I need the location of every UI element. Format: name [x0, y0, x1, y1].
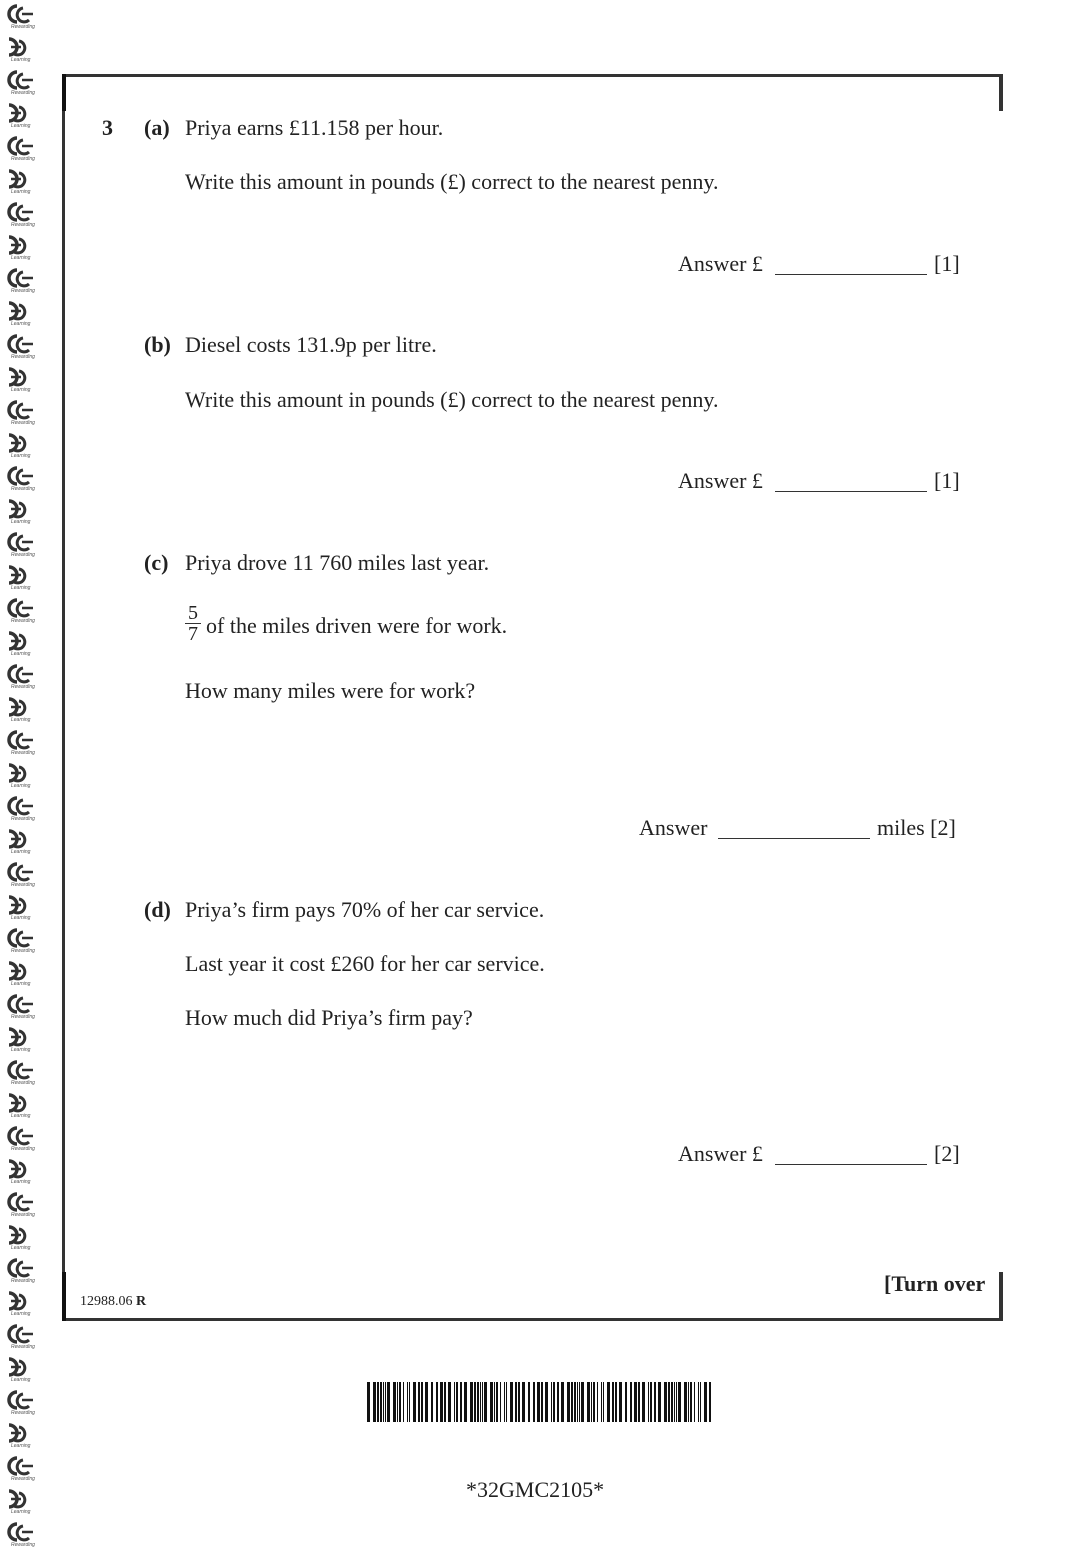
- logo-tagline: Rewarding: [11, 1344, 35, 1350]
- logo-tagline: Rewarding: [11, 222, 35, 228]
- logo-tagline: Learning: [11, 321, 31, 327]
- part-b-answer-line[interactable]: [775, 491, 927, 492]
- ccea-logo-icon: [3, 332, 39, 362]
- fraction-numerator: 5: [188, 602, 198, 624]
- logo-tagline: Rewarding: [11, 90, 35, 96]
- paper-code-suffix: R: [136, 1294, 147, 1309]
- ccea-logo-icon: [3, 134, 39, 164]
- ccea-logo-icon: [3, 1025, 39, 1055]
- ccea-logo-icon: [3, 992, 39, 1022]
- logo-tagline: Rewarding: [11, 1476, 35, 1482]
- part-b-answer-label: Answer £: [678, 468, 763, 493]
- frame-left-bottom-corner: [62, 1272, 66, 1321]
- ccea-logo-icon: [3, 35, 39, 65]
- logo-tagline: Learning: [11, 519, 31, 525]
- logo-tagline: Learning: [11, 981, 31, 987]
- logo-tagline: Learning: [11, 717, 31, 723]
- fraction-denominator: 7: [188, 623, 198, 645]
- ccea-logo-icon: [3, 629, 39, 659]
- part-c-question: How many miles were for work?: [185, 678, 476, 703]
- part-d-marks: [2]: [934, 1141, 960, 1166]
- ccea-logo-icon: [3, 365, 39, 395]
- logo-tagline: Rewarding: [11, 1212, 35, 1218]
- ccea-logo-icon: [3, 266, 39, 296]
- ccea-logo-icon: [3, 563, 39, 593]
- ccea-logo-icon: [3, 1091, 39, 1121]
- ccea-logo-icon: [3, 1355, 39, 1385]
- logo-tagline: Rewarding: [11, 1278, 35, 1284]
- part-a-marks: [1]: [934, 251, 960, 276]
- ccea-logo-icon: [3, 695, 39, 725]
- ccea-logo-icon: [3, 1388, 39, 1418]
- ccea-logo-icon: [3, 464, 39, 494]
- frame-left-border: [62, 74, 65, 1321]
- part-d-cost: Last year it cost £260 for her car service.: [185, 951, 545, 976]
- part-c-statement: Priya drove 11 760 miles last year.: [185, 550, 490, 575]
- ccea-logo-icon: [3, 1190, 39, 1220]
- part-c-fraction-text: of the miles driven were for work.: [206, 613, 508, 638]
- logo-tagline: Learning: [11, 849, 31, 855]
- logo-tagline: Rewarding: [11, 156, 35, 162]
- part-b-marks: [1]: [934, 468, 960, 493]
- frame-top-border: [62, 74, 1003, 77]
- logo-tagline: Learning: [11, 1113, 31, 1119]
- ccea-logo-icon: [3, 926, 39, 956]
- logo-tagline: Rewarding: [11, 750, 35, 756]
- ccea-logo-icon: [3, 1256, 39, 1286]
- logo-tagline: Learning: [11, 651, 31, 657]
- part-d-answer-label: Answer £: [678, 1141, 763, 1166]
- logo-tagline: Learning: [11, 387, 31, 393]
- logo-tagline: Learning: [11, 783, 31, 789]
- logo-tagline: Rewarding: [11, 486, 35, 492]
- logo-tagline: Rewarding: [11, 1542, 35, 1548]
- part-c-label: (c): [144, 550, 169, 575]
- ccea-logo-icon: [3, 530, 39, 560]
- part-a-answer-label: Answer £: [678, 251, 763, 276]
- ccea-logo-icon: [3, 167, 39, 197]
- ccea-logo-icon: [3, 101, 39, 131]
- logo-tagline: Rewarding: [11, 1014, 35, 1020]
- paper-code: [80, 1293, 146, 1311]
- ccea-logo-icon: [3, 233, 39, 263]
- logo-tagline: Rewarding: [11, 948, 35, 954]
- logo-tagline: Learning: [11, 915, 31, 921]
- ccea-logo-icon: [3, 827, 39, 857]
- logo-tagline: Learning: [11, 1377, 31, 1383]
- paper-code-number: 12988.06: [80, 1294, 133, 1309]
- barcode-icon: [367, 1382, 714, 1422]
- ccea-logo-icon: [3, 1157, 39, 1187]
- logo-tagline: Rewarding: [11, 1410, 35, 1416]
- ccea-logo-icon: [3, 431, 39, 461]
- ccea-logo-icon: [3, 497, 39, 527]
- ccea-logo-icon: [3, 200, 39, 230]
- logo-tagline: Rewarding: [11, 552, 35, 558]
- part-d-statement: Priya’s firm pays 70% of her car service.: [185, 897, 545, 922]
- barcode-text: *32GMC2105*: [466, 1477, 605, 1502]
- ccea-logo-icon: [3, 794, 39, 824]
- part-a-instruction: Write this amount in pounds (£) correct to the nearest penny.: [185, 169, 719, 194]
- ccea-logo-icon: [3, 1487, 39, 1517]
- logo-tagline: Learning: [11, 57, 31, 63]
- logo-tagline: Learning: [11, 1245, 31, 1251]
- turn-over-label: [Turn over: [884, 1271, 986, 1296]
- logo-tagline: Learning: [11, 1509, 31, 1515]
- part-c-answer-label: Answer: [639, 815, 708, 840]
- ccea-logo-icon: [3, 1058, 39, 1088]
- logo-tagline: Learning: [11, 1311, 31, 1317]
- ccea-logo-icon: [3, 860, 39, 890]
- ccea-logo-icon: [3, 662, 39, 692]
- logo-tagline: Rewarding: [11, 420, 35, 426]
- frame-left-top-corner: [62, 74, 66, 111]
- logo-tagline: Rewarding: [11, 684, 35, 690]
- part-d-question: How much did Priya’s firm pay?: [185, 1005, 473, 1030]
- part-b-instruction: Write this amount in pounds (£) correct to the nearest penny.: [185, 387, 719, 412]
- logo-tagline: Learning: [11, 1443, 31, 1449]
- logo-tagline: Rewarding: [11, 288, 35, 294]
- frame-right-bottom-corner: [999, 1272, 1003, 1321]
- ccea-logo-icon: [3, 398, 39, 428]
- part-a-label: (a): [144, 115, 170, 140]
- ccea-logo-icon: [3, 1223, 39, 1253]
- part-b-label: (b): [144, 332, 171, 357]
- part-c-fraction: [185, 604, 201, 643]
- logo-tagline: Learning: [11, 585, 31, 591]
- logo-tagline: Rewarding: [11, 24, 35, 30]
- ccea-logo-icon: [3, 2, 39, 32]
- ccea-logo-icon: [3, 68, 39, 98]
- ccea-logo-icon: [3, 1520, 39, 1550]
- part-a-answer-line[interactable]: [775, 274, 927, 275]
- ccea-logo-icon: [3, 761, 39, 791]
- ccea-logo-icon: [3, 1421, 39, 1451]
- logo-tagline: Learning: [11, 255, 31, 261]
- ccea-logo-icon: [3, 959, 39, 989]
- part-b-statement: Diesel costs 131.9p per litre.: [185, 332, 437, 357]
- logo-tagline: Rewarding: [11, 618, 35, 624]
- ccea-logo-icon: [3, 1454, 39, 1484]
- logo-tagline: Rewarding: [11, 1080, 35, 1086]
- logo-tagline: Learning: [11, 1047, 31, 1053]
- logo-tagline: Rewarding: [11, 1146, 35, 1152]
- frame-bottom-border: [62, 1318, 1003, 1321]
- question-number: 3: [102, 115, 113, 140]
- ccea-logo-icon: [3, 596, 39, 626]
- part-a-statement: Priya earns £11.158 per hour.: [185, 115, 444, 140]
- logo-tagline: Learning: [11, 123, 31, 129]
- part-d-answer-line[interactable]: [775, 1164, 927, 1165]
- margin-logo-strip: [0, 0, 42, 1548]
- frame-right-top-corner: [999, 74, 1003, 111]
- logo-tagline: Rewarding: [11, 882, 35, 888]
- part-d-label: (d): [144, 897, 171, 922]
- ccea-logo-icon: [3, 1289, 39, 1319]
- logo-tagline: Rewarding: [11, 354, 35, 360]
- logo-tagline: Learning: [11, 1179, 31, 1185]
- ccea-logo-icon: [3, 1322, 39, 1352]
- ccea-logo-icon: [3, 1124, 39, 1154]
- logo-tagline: Learning: [11, 189, 31, 195]
- part-c-answer-line[interactable]: [718, 838, 870, 839]
- ccea-logo-icon: [3, 299, 39, 329]
- logo-tagline: Learning: [11, 453, 31, 459]
- ccea-logo-icon: [3, 893, 39, 923]
- logo-tagline: Rewarding: [11, 816, 35, 822]
- ccea-logo-icon: [3, 728, 39, 758]
- part-c-marks: miles [2]: [877, 815, 956, 840]
